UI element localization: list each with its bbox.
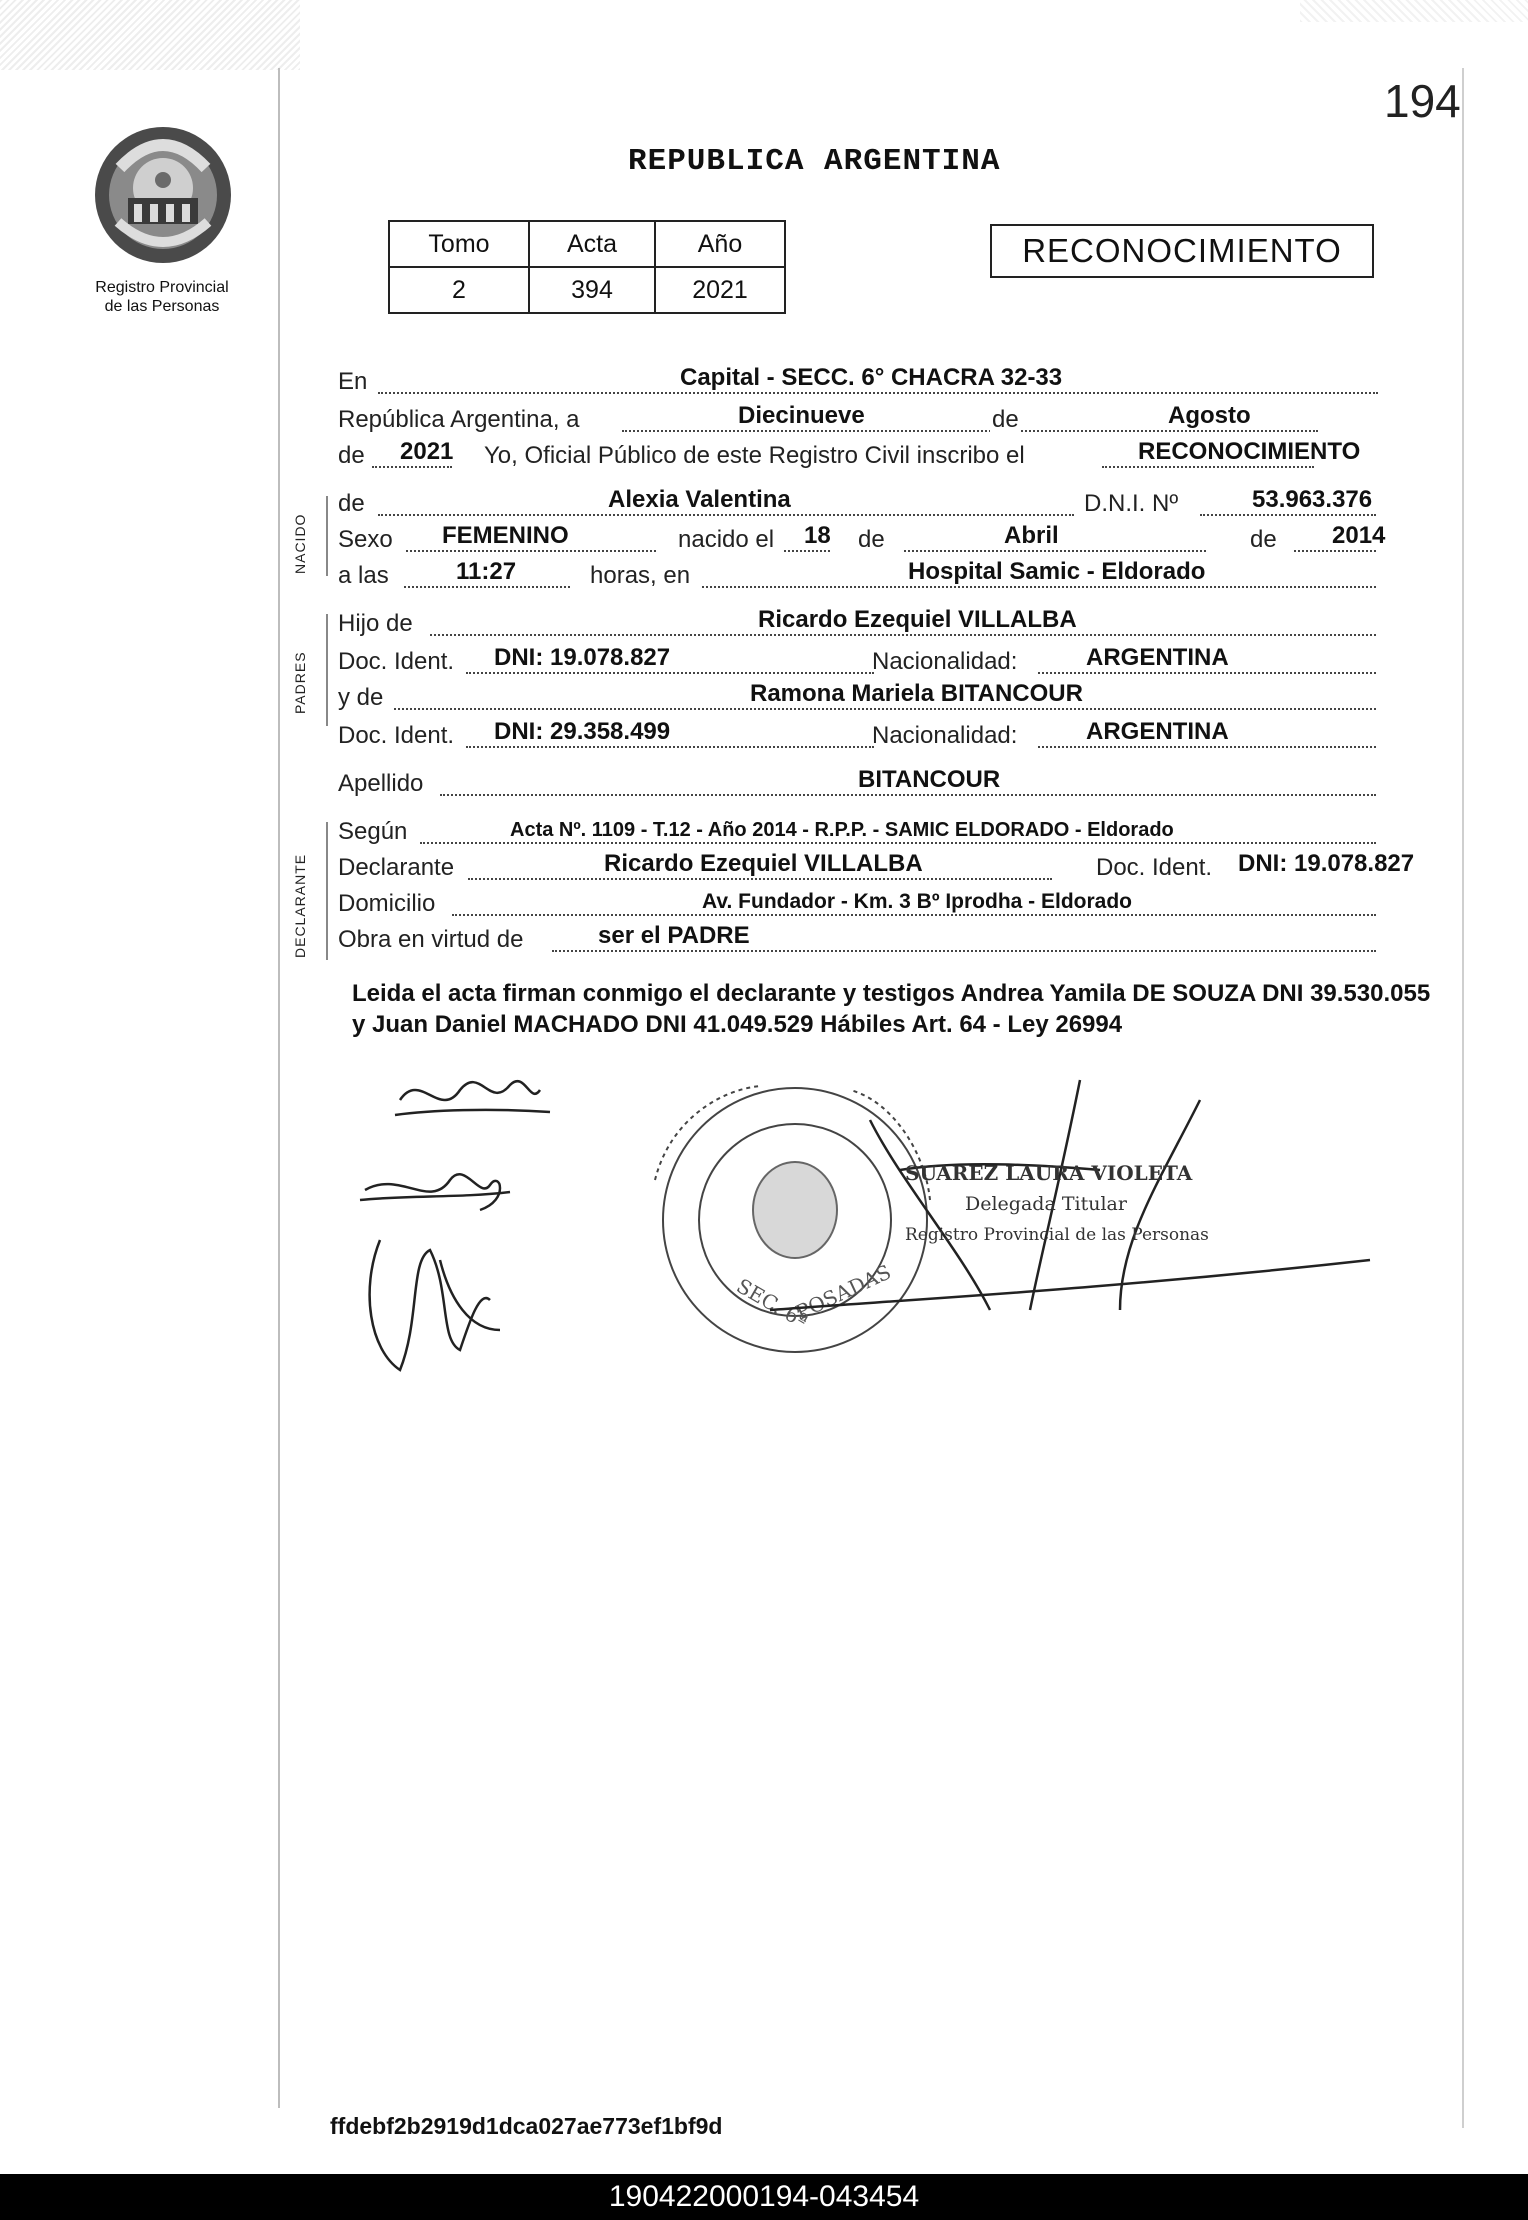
- birth-month-value: Abril: [1004, 522, 1059, 549]
- reference-table: [388, 220, 786, 314]
- registry-name: [72, 278, 252, 316]
- mother-doc-value: DNI: 29.358.499: [494, 718, 671, 745]
- line-obra: [338, 920, 1438, 958]
- witness-signature-3: [370, 1240, 500, 1370]
- line-fecha: [338, 400, 1438, 438]
- sexo-value: FEMENINO: [442, 522, 569, 549]
- official-org: Registro Provincial de las Personas: [905, 1225, 1209, 1245]
- section-label-nacido: NACIDO: [292, 513, 308, 574]
- father-name-value: Ricardo Ezequiel VILLALBA: [758, 606, 1077, 633]
- registry-name-line2: de las Personas: [104, 298, 220, 315]
- doc-ident-label: Doc. Ident.: [338, 722, 455, 749]
- obra-label: Obra en virtud de: [338, 926, 524, 953]
- seal-text: POSADAS: [791, 1259, 895, 1325]
- official-name: SUAREZ LAURA VIOLETA: [905, 1161, 1193, 1185]
- tomo-header: Tomo: [389, 221, 529, 267]
- father-doc-value: DNI: 19.078.827: [494, 644, 671, 671]
- line-en: [338, 362, 1438, 400]
- de-label: de: [1250, 526, 1277, 553]
- doc-ident-label: Doc. Ident.: [338, 648, 455, 675]
- document-title: REPUBLICA ARGENTINA: [628, 144, 1001, 179]
- mother-name-value: Ramona Mariela BITANCOUR: [750, 680, 1083, 707]
- place-value: Capital - SECC. 6° CHACRA 32-33: [680, 364, 1063, 391]
- nacido-label: nacido el: [678, 526, 775, 553]
- segun-value: Acta Nº. 1109 - T.12 - Año 2014 - R.P.P. - SAMIC ELDORADO - Eldorado: [510, 819, 1174, 841]
- hijo-label: Hijo de: [338, 610, 413, 637]
- record-type-box: RECONOCIMIENTO: [990, 224, 1374, 278]
- line-madre: [338, 678, 1438, 716]
- yde-label: y de: [338, 684, 384, 711]
- section-label-declarante: DECLARANTE: [292, 853, 308, 958]
- declarante-doc-value: DNI: 19.078.827: [1238, 850, 1415, 877]
- line-doc-madre: [338, 716, 1438, 754]
- obra-value: ser el PADRE: [598, 922, 750, 949]
- declarante-label: Declarante: [338, 854, 455, 881]
- anio-header: Año: [655, 221, 785, 267]
- line-apellido: [338, 764, 1438, 802]
- segun-label: Según: [338, 818, 408, 845]
- father-nat-value: ARGENTINA: [1086, 644, 1229, 671]
- line-sexo: [338, 520, 1438, 558]
- section-rule: [326, 496, 328, 576]
- nacionalidad-label: Nacionalidad:: [872, 648, 1018, 675]
- witness-signature-2: [360, 1174, 510, 1210]
- closing-statement: Leida el acta firman conmigo el declarante y testigos Andrea Yamila DE SOUZA DNI 39.530.055 y Juan Daniel MACHADO DNI 41.049.529 Hábiles Art. 64 - Ley 26994: [352, 980, 1431, 1038]
- year-value: 2021: [400, 438, 454, 465]
- de-name-label: de: [338, 490, 365, 517]
- child-name-value: Alexia Valentina: [608, 486, 791, 513]
- line-domicilio: [338, 884, 1438, 922]
- month-value: Agosto: [1168, 402, 1251, 429]
- line-segun: [338, 812, 1438, 850]
- seal-text: SEC. 6ª: [732, 1273, 812, 1334]
- line-nombre: [338, 484, 1438, 522]
- domicilio-value: Av. Fundador - Km. 3 Bº Iprodha - Eldorado: [702, 890, 1133, 913]
- witness-signature-1: [395, 1081, 550, 1115]
- line-anio: [338, 436, 1438, 474]
- left-margin-rule: [278, 68, 280, 2108]
- domicilio-label: Domicilio: [338, 890, 436, 917]
- mother-nat-value: ARGENTINA: [1086, 718, 1229, 745]
- surname-value: BITANCOUR: [858, 766, 1001, 793]
- line-hora: [338, 556, 1438, 594]
- line-hijo: [338, 604, 1438, 642]
- de-year-label: de: [338, 442, 365, 469]
- nacionalidad-label: Nacionalidad:: [872, 722, 1018, 749]
- scan-noise: [1300, 0, 1528, 22]
- day-value: Diecinueve: [738, 402, 865, 429]
- alas-label: a las: [338, 562, 389, 589]
- act-value: RECONOCIMIENTO: [1138, 438, 1361, 465]
- section-rule: [326, 614, 328, 726]
- section-rule: [326, 822, 328, 960]
- official-role: Delegada Titular: [965, 1193, 1127, 1215]
- de-label: de: [858, 526, 885, 553]
- horas-label: horas, en: [590, 562, 691, 589]
- right-margin-rule: [1462, 68, 1464, 2128]
- birth-place-value: Hospital Samic - Eldorado: [908, 558, 1206, 585]
- declarante-value: Ricardo Ezequiel VILLALBA: [604, 850, 923, 877]
- line-declarante: [338, 848, 1438, 886]
- line-doc-padre: [338, 642, 1438, 680]
- acta-header: Acta: [529, 221, 655, 267]
- registry-name-line1: Registro Provincial: [95, 279, 229, 296]
- signatures-area: [340, 1060, 1400, 1390]
- doc-ident-label: Doc. Ident.: [1096, 854, 1213, 881]
- en-label: En: [338, 368, 368, 395]
- scan-noise: [0, 0, 300, 70]
- apellido-label: Apellido: [338, 770, 424, 797]
- barcode-id-bar: 190422000194-043454: [0, 2174, 1528, 2220]
- yo-label: Yo, Oficial Público de este Registro Civil inscribo el: [484, 442, 1025, 469]
- anio-value: 2021: [655, 267, 785, 313]
- sexo-label: Sexo: [338, 526, 393, 553]
- republica-label: República Argentina, a: [338, 406, 580, 433]
- dni-label: D.N.I. Nº: [1084, 490, 1179, 517]
- child-dni-value: 53.963.376: [1252, 486, 1373, 513]
- acta-value: 394: [529, 267, 655, 313]
- document-hash: ffdebf2b2919d1dca027ae773ef1bf9d: [330, 2113, 723, 2139]
- birth-year-value: 2014: [1332, 522, 1386, 549]
- de-label: de: [992, 406, 1019, 433]
- page-number: 194: [1384, 75, 1461, 127]
- birth-day-value: 18: [804, 522, 831, 549]
- registry-seal-logo: [90, 122, 236, 268]
- section-label-padres: PADRES: [292, 651, 308, 714]
- birth-time-value: 11:27: [456, 558, 517, 585]
- tomo-value: 2: [389, 267, 529, 313]
